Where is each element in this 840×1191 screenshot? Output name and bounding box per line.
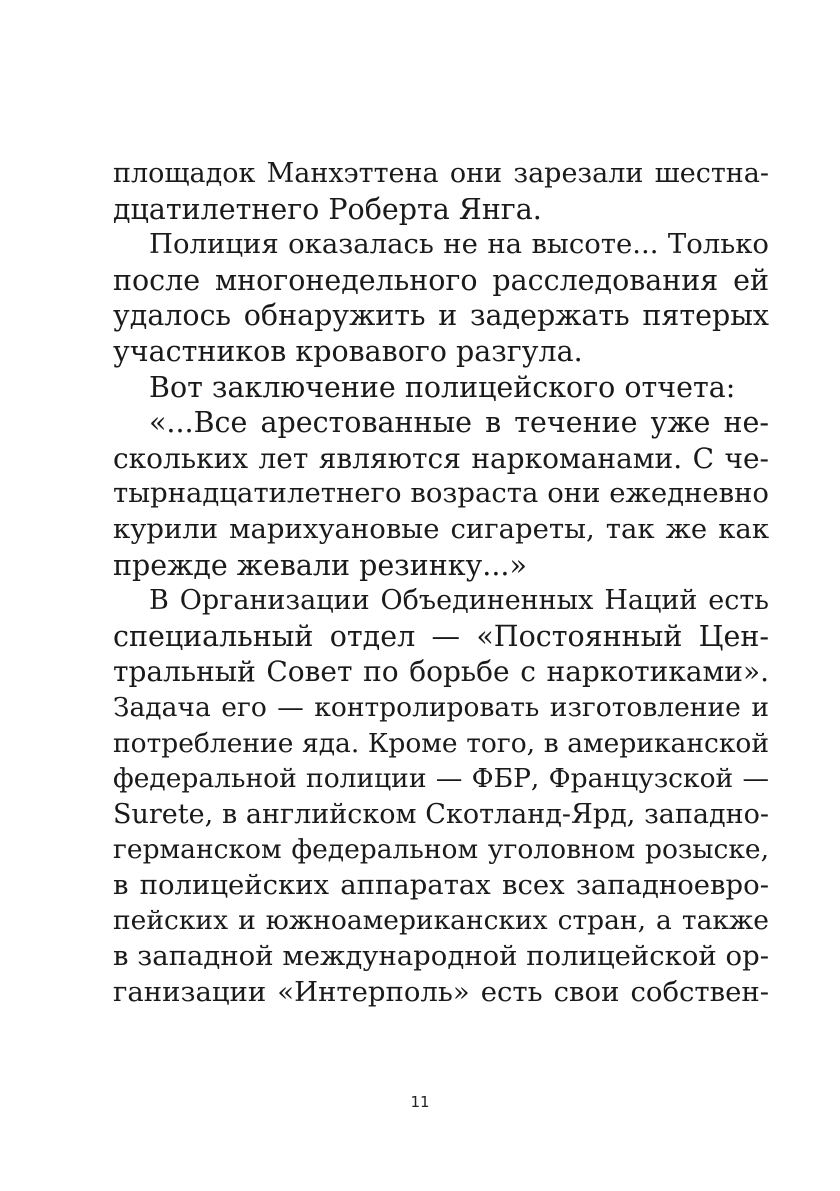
text-line: Задача его — контролировать изготовление и (113, 691, 769, 723)
text-line: после многонедельного расследования ей (113, 263, 769, 297)
text-line: в западной международной полицейской ор- (113, 940, 769, 973)
text-line: пейских и южноамериканских стран, а также (113, 905, 769, 937)
text-line: тральный Совет по борьбе с наркотиками». (113, 655, 769, 689)
text-line: участников кровавого разгула. (113, 334, 583, 368)
text-line: ганизации «Интерполь» есть свои собствен- (113, 975, 769, 1008)
text-line: тырнадцатилетнего возраста они ежедневно (113, 477, 769, 510)
text-line: потребление яда. Кроме того, в американской (113, 727, 769, 759)
text-line: германском федеральном уголовном розыске, (113, 834, 769, 866)
text-line: удалось обнаружить и задержать пятерых (113, 299, 769, 333)
text-line: прежде жевали резинку...» (113, 548, 527, 582)
text-line: Полиция оказалась не на высоте... Только (149, 228, 769, 261)
text-line: в полицейских аппаратах всех западноевро- (113, 868, 769, 901)
text-line: курили марихуановые сигареты, так же как (113, 512, 769, 545)
text-line: федеральной полиции — ФБР, Французской — (113, 763, 769, 795)
text-line: скольких лет являются наркоманами. С че- (113, 441, 769, 475)
text-line: «...Все арестованные в течение уже не- (149, 406, 769, 440)
text-line: Вот заключение полицейского отчета: (149, 370, 736, 404)
text-line: Surete, в английском Скотланд-Ярд, западно- (113, 798, 769, 830)
text-line: площадок Манхэттена они зарезали шестна- (113, 158, 769, 189)
text-line: дцатилетнего Роберта Янга. (113, 192, 542, 226)
text-line: специальный отдел — «Постоянный Цен- (113, 619, 769, 653)
body-text (113, 156, 769, 1010)
page-number: 11 (410, 1093, 430, 1111)
text-line: В Организации Объединенных Наций есть (149, 585, 769, 617)
